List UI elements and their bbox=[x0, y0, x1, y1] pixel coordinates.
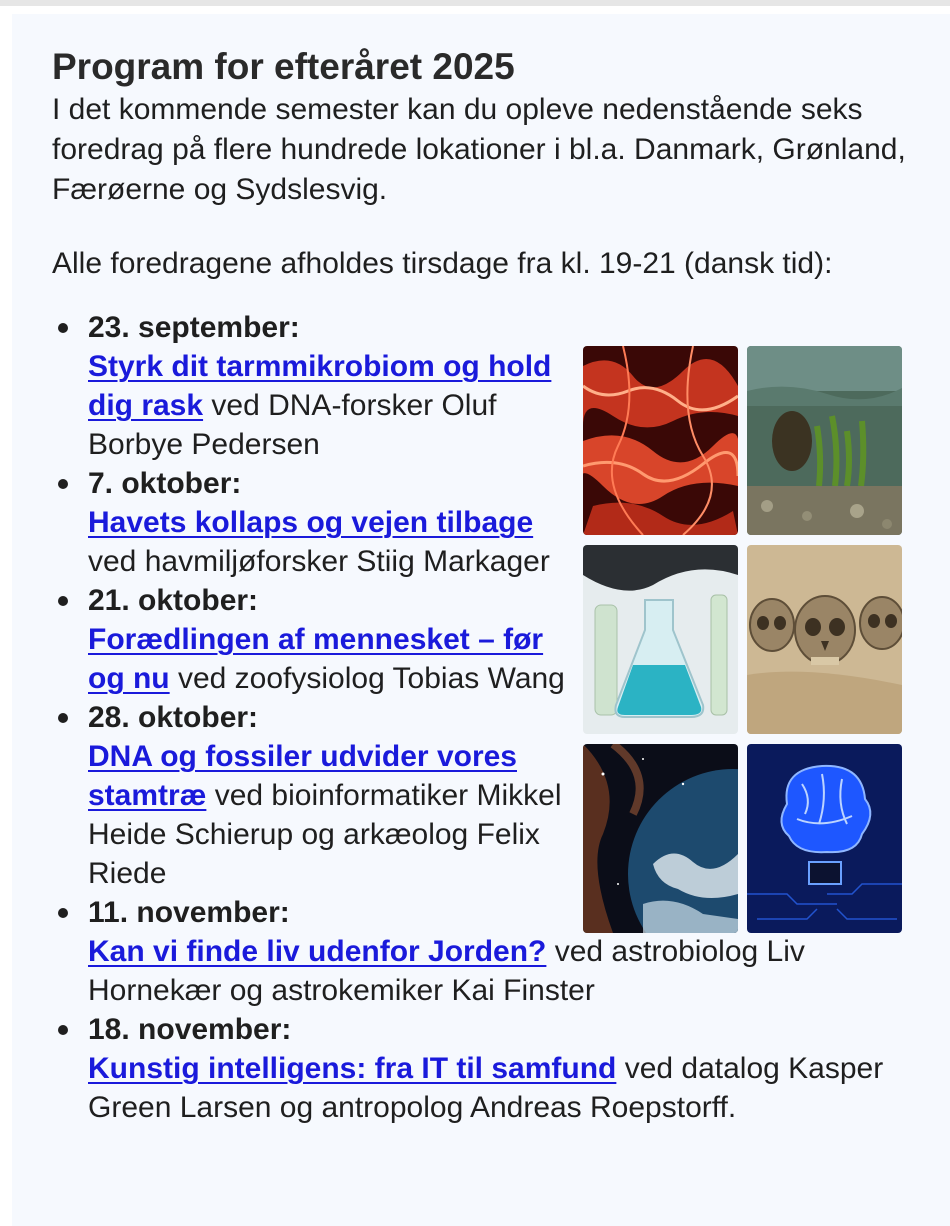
talk-speakers: ved zoofysiolog Tobias Wang bbox=[169, 662, 565, 695]
intro-text: I det kommende semester kan du opleve nedenstående seks foredrag på flere hundrede lokationer i bl.a. Danmark, Grønland, Færøerne og Sydslesvig. bbox=[52, 93, 906, 206]
bullet-icon bbox=[58, 479, 68, 489]
talk-speakers: ved bioinformatiker Mikkel Heide Schierup og arkæolog Felix Riede bbox=[88, 779, 562, 890]
bullet-icon bbox=[58, 596, 68, 606]
schedule-note: Alle foredragene afholdes tirsdage fra kl. 19-21 (dansk tid): bbox=[52, 247, 833, 280]
ai-brain-image bbox=[747, 744, 902, 933]
talk-link[interactable]: Kunstig intelligens: fra IT til samfund bbox=[88, 1052, 617, 1085]
talk-speakers: ved DNA-forsker Oluf Borbye Pedersen bbox=[88, 389, 497, 461]
talk-date: 28. oktober: bbox=[88, 701, 259, 734]
talk-link[interactable]: Havets kollaps og vejen tilbage bbox=[88, 506, 534, 539]
talk-date: 11. november: bbox=[88, 896, 290, 929]
microbiome-image bbox=[583, 346, 738, 535]
talk-speakers: ved astrobiolog Liv Hornekær og astrokemiker Kai Finster bbox=[88, 935, 805, 1007]
talk-date: 23. september: bbox=[88, 311, 300, 344]
talk-speakers: ved datalog Kasper Green Larsen og antropolog Andreas Roepstorff. bbox=[88, 1052, 884, 1124]
talk-link[interactable]: Kan vi finde liv udenfor Jorden? bbox=[88, 935, 547, 968]
bullet-icon bbox=[58, 713, 68, 723]
earth-space-image bbox=[583, 744, 738, 933]
list-item bbox=[88, 308, 573, 464]
talk-link[interactable]: Forædlingen af mennesket – før og nu bbox=[88, 623, 544, 695]
list-item bbox=[88, 581, 573, 698]
skulls-image bbox=[747, 545, 902, 734]
bullet-icon bbox=[58, 1025, 68, 1035]
bullet-icon bbox=[58, 323, 68, 333]
seabed-image bbox=[747, 346, 902, 535]
talk-link[interactable]: Styrk dit tarmmikrobiom og hold dig rask bbox=[88, 350, 552, 422]
talk-speakers: ved havmiljøforsker Stiig Markager bbox=[88, 545, 550, 578]
talk-date: 21. oktober: bbox=[88, 584, 259, 617]
talk-date: 18. november: bbox=[88, 1013, 292, 1046]
program-content bbox=[52, 44, 932, 318]
list-item bbox=[88, 1010, 938, 1127]
page-title: Program for efteråret 2025 bbox=[52, 46, 515, 87]
top-divider bbox=[0, 0, 950, 6]
list-item bbox=[88, 698, 573, 893]
talk-link[interactable]: DNA og fossiler udvider vores stamtræ bbox=[88, 740, 517, 812]
image-gallery bbox=[583, 346, 903, 933]
bullet-icon bbox=[58, 908, 68, 918]
list-item bbox=[88, 464, 573, 581]
lab-flask-image bbox=[583, 545, 738, 734]
talk-date: 7. oktober: bbox=[88, 467, 242, 500]
